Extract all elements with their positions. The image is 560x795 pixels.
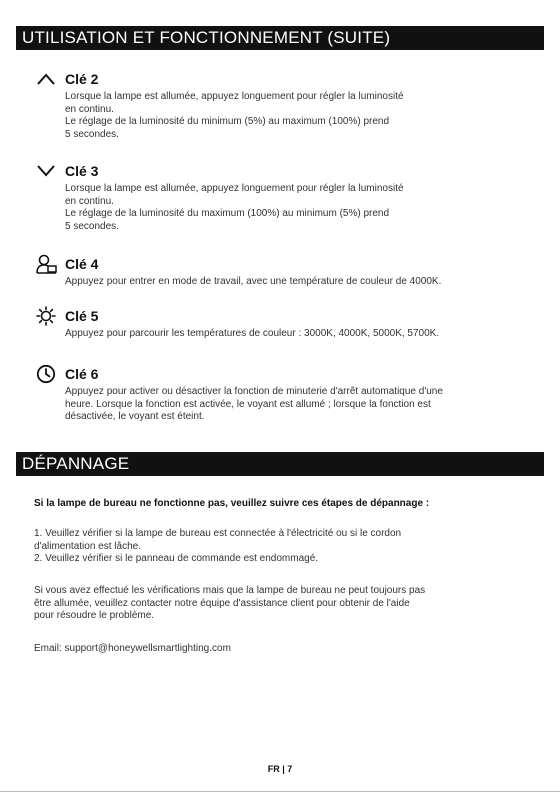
key-line: Appuyez pour activer ou désactiver la fonction de minuterie d'arrêt automatique d'une — [65, 386, 443, 397]
email-text: Email: support@honeywellsmartlighting.com — [34, 643, 231, 654]
step-line: 2. Veuillez vérifier si le panneau de commande est endommagé. — [34, 553, 319, 565]
key-line: Appuyez pour entrer en mode de travail, avec une température de couleur de 4000K. — [65, 276, 442, 287]
section-title-utilisation: UTILISATION ET FONCTIONNEMENT (SUITE) — [16, 26, 544, 50]
chevron-down-icon — [36, 161, 58, 181]
page-number: FR | 7 — [267, 764, 293, 774]
key-line: en continu. — [65, 195, 114, 207]
contact-line: Si vous avez effectué les vérifications mais que la lampe de bureau ne peut toujours pas — [34, 585, 426, 596]
key-line: heure. Lorsque la fonction est activée, le voyant est allumé ; lorsque la fonction est — [65, 398, 431, 410]
key-line: en continu. — [65, 103, 114, 115]
key-line: 5 secondes. — [65, 220, 119, 232]
step-line: 1. Veuillez vérifier si la lampe de bureau est connectée à l'électricité ou si le cordon — [34, 528, 402, 539]
key-4-block — [36, 254, 546, 289]
chevron-up-icon — [36, 69, 58, 89]
key-line: Le réglage de la luminosité du maximum (100%) au minimum (5%) prend — [65, 208, 390, 220]
key-line: Lorsque la lampe est allumée, appuyez longuement pour régler la luminosité — [65, 183, 404, 194]
key-title: Clé 4 — [65, 256, 99, 272]
section-title-depannage: DÉPANNAGE — [16, 452, 544, 476]
troubleshooting-contact — [34, 585, 534, 623]
key-line: Appuyez pour parcourir les températures de couleur : 3000K, 4000K, 5000K, 5700K. — [65, 328, 440, 339]
key-2-block — [36, 69, 546, 141]
intro-text: Si la lampe de bureau ne fonctionne pas, veuillez suivre ces étapes de dépannage : — [34, 498, 430, 509]
key-title: Clé 2 — [65, 71, 99, 87]
contact-line: être allumée, veuillez contacter notre équipe d'assistance client pour obtenir de l'aide — [34, 597, 410, 609]
troubleshooting-steps — [34, 528, 534, 566]
contact-line: pour résoudre le problème. — [34, 610, 155, 622]
support-email — [34, 643, 534, 656]
key-line: Lorsque la lampe est allumée, appuyez longuement pour régler la luminosité — [65, 91, 404, 102]
key-line: désactivée, le voyant est éteint. — [65, 411, 205, 423]
key-line: Le réglage de la luminosité du minimum (5%) au maximum (100%) prend — [65, 116, 390, 128]
clock-icon — [36, 364, 58, 384]
key-line: 5 secondes. — [65, 128, 119, 140]
key-3-block — [36, 161, 546, 233]
step-line: d'alimentation est lâche. — [34, 540, 141, 552]
key-5-block — [36, 306, 546, 341]
troubleshooting-intro — [34, 498, 534, 511]
work-mode-icon — [36, 254, 58, 274]
key-title: Clé 3 — [65, 163, 99, 179]
key-6-block — [36, 364, 546, 424]
key-title: Clé 5 — [65, 308, 99, 324]
sun-icon — [36, 306, 58, 326]
bottom-divider — [0, 791, 560, 792]
key-title: Clé 6 — [65, 366, 99, 382]
